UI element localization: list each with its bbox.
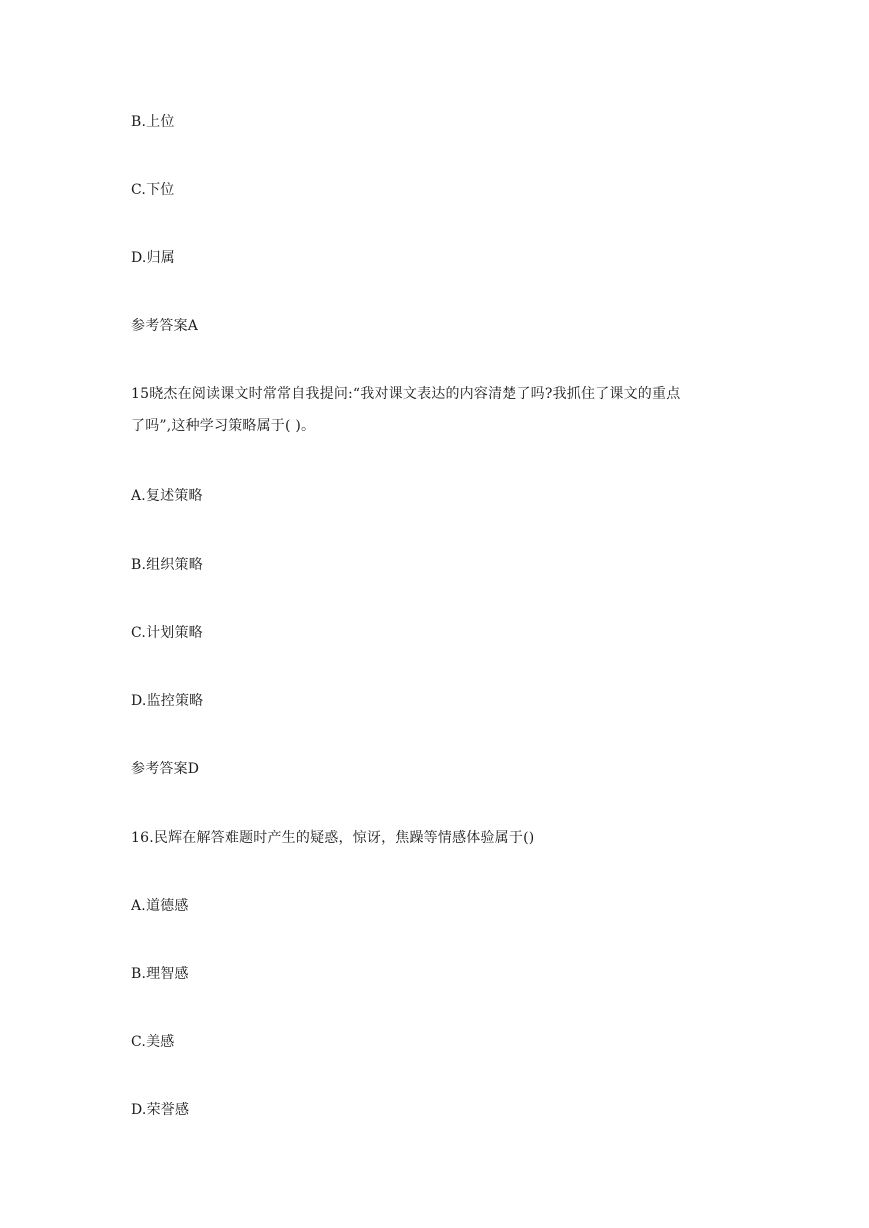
question-15-option-b: B.组织策略 <box>131 557 203 573</box>
question-16-option-d: D.荣誉感 <box>131 1102 190 1118</box>
question-15-option-c: C.计划策略 <box>131 625 203 641</box>
question-15-option-a: A.复述策略 <box>131 488 203 504</box>
question-15-stem-line-1: 15晓杰在阅读课文时常常自我提问:“我对课文表达的内容清楚了吗?我抓住了课文的重点 <box>131 386 681 402</box>
question-15-stem-line-2: 了吗”,这种学习策略属于( )。 <box>131 418 316 434</box>
question-16-option-b: B.理智感 <box>131 966 189 982</box>
question-16-option-c: C.美感 <box>131 1034 175 1050</box>
question-16-stem: 16.民辉在解答难题时产生的疑惑，惊讶，焦躁等情感体验属于() <box>131 830 535 846</box>
question-16-option-a: A.道德感 <box>131 898 189 914</box>
option-c: C.下位 <box>131 182 175 198</box>
question-15-reference-answer: 参考答案D <box>131 761 200 777</box>
option-b: B.上位 <box>131 114 175 130</box>
question-15-option-d: D.监控策略 <box>131 693 204 709</box>
reference-answer: 参考答案A <box>131 318 199 334</box>
option-d: D.归属 <box>131 250 175 266</box>
